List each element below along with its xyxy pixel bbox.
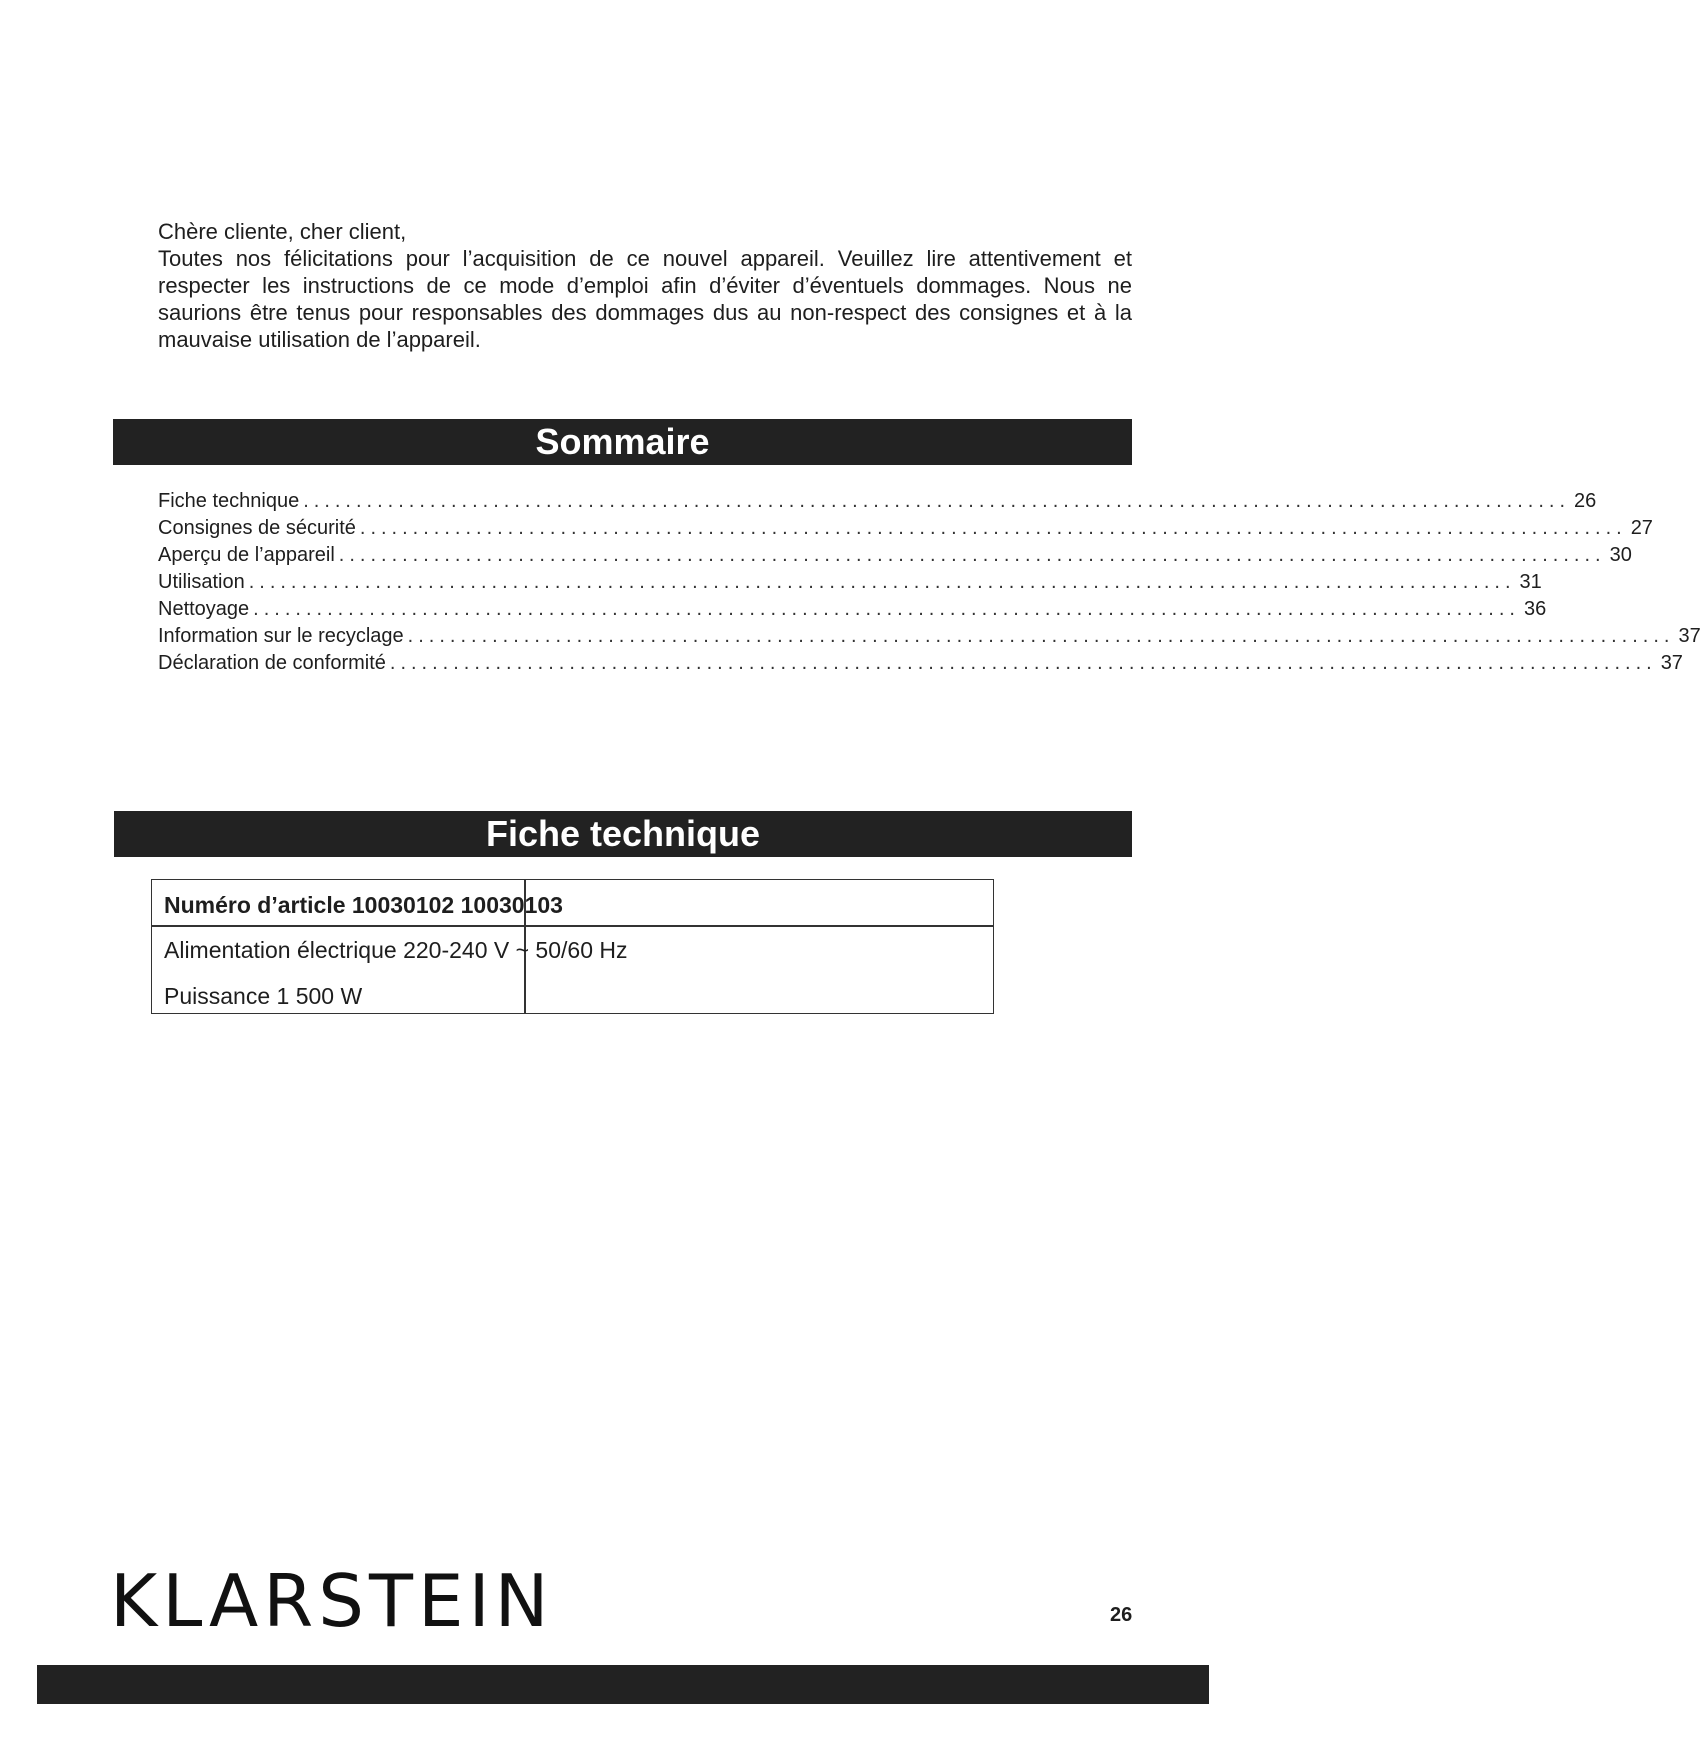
toc-leader: ........................................................................................................................	[248, 571, 1516, 593]
greeting: Chère cliente, cher client,	[158, 219, 407, 244]
toc-leader: ........................................................................................................................	[389, 652, 1657, 674]
table-of-contents	[158, 488, 1701, 677]
toc-item[interactable]	[158, 515, 1653, 542]
toc-item-label: Information sur le recyclage	[158, 625, 404, 647]
toc-item-page: 31	[1519, 571, 1542, 593]
article-number: Numéro d’article 10030102 10030103	[164, 892, 563, 918]
toc-item-label: Consignes de sécurité	[158, 517, 356, 539]
toc-item-page: 36	[1523, 598, 1547, 620]
page-number: 26	[1110, 1604, 1133, 1626]
power-supply: Alimentation électrique 220-240 V ~ 50/60 Hz	[164, 937, 628, 963]
row-divider	[152, 925, 993, 927]
toc-item-label: Déclaration de conformité	[158, 652, 386, 674]
toc-item[interactable]	[158, 569, 1542, 596]
toc-item-page: 37	[1660, 652, 1683, 674]
intro-text	[158, 218, 1132, 353]
toc-leader: ........................................................................................................................	[359, 517, 1627, 539]
toc-item-label: Fiche technique	[158, 490, 300, 512]
toc-item[interactable]	[158, 488, 1597, 515]
toc-item[interactable]	[158, 623, 1701, 650]
toc-leader: ........................................................................................................................	[303, 490, 1570, 512]
toc-item-page: 30	[1609, 544, 1632, 566]
toc-item[interactable]	[158, 596, 1547, 623]
toc-item[interactable]	[158, 650, 1683, 677]
toc-item[interactable]	[158, 542, 1632, 569]
sommaire-heading: Sommaire	[113, 419, 1132, 465]
power-rating: Puissance 1 500 W	[164, 983, 363, 1009]
fiche-technique-heading: Fiche technique	[114, 811, 1132, 857]
toc-leader: ........................................................................................................................	[253, 598, 1520, 620]
spec-table	[151, 879, 994, 1014]
toc-leader: ........................................................................................................................	[407, 625, 1675, 647]
toc-item-label: Nettoyage	[158, 598, 250, 620]
footer-bar	[37, 1665, 1209, 1704]
toc-item-label: Utilisation	[158, 571, 245, 593]
toc-item-page: 26	[1574, 490, 1597, 512]
intro-body: Toutes nos félicitations pour l’acquisition de ce nouvel appareil. Veuillez lire attentivement et respecter les instructions de ce mode d’emploi afin d’éviter d’éventuels dommages. Nous ne saurions être tenus pour responsables des dommages dus au non-respect des consignes et à la mauvaise utilisation de l’appareil.	[158, 246, 1132, 352]
toc-item-page: 27	[1630, 517, 1653, 539]
toc-item-page: 37	[1678, 625, 1701, 647]
toc-item-label: Aperçu de l’appareil	[158, 544, 335, 566]
brand-logo: KLARSTEIN	[110, 1559, 554, 1643]
toc-leader: ........................................................................................................................	[338, 544, 1606, 566]
